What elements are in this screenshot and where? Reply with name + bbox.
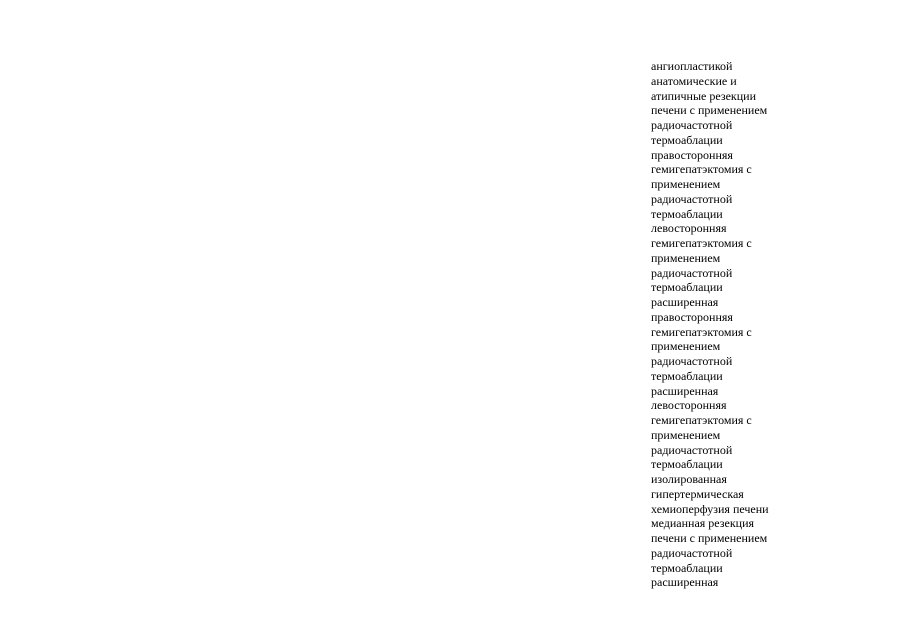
text-line: термоаблации <box>651 206 723 221</box>
text-line: печени с применением <box>651 531 768 545</box>
text-line: применением <box>651 339 721 354</box>
text-line: термоаблации <box>651 280 723 295</box>
text-line: ангиопластикой <box>651 59 733 73</box>
text-line: радиочастотной <box>651 442 733 457</box>
text-line: левосторонняя <box>651 398 727 413</box>
text-line: гемигепатэктомия с <box>651 236 752 250</box>
text-line: термоаблации <box>651 560 723 575</box>
text-line: медианная резекция <box>651 516 755 531</box>
text-line: радиочастотной <box>651 545 733 560</box>
text-line: гемигепатэктомия с <box>651 162 752 177</box>
text-line: расширенная <box>651 295 719 309</box>
text-line: правосторонняя <box>651 309 733 324</box>
text-line: применением <box>651 427 721 442</box>
text-line: гипертермическая <box>651 486 744 501</box>
text-line: гемигепатэктомия с <box>651 413 752 427</box>
text-line: левосторонняя <box>651 221 727 236</box>
text-line: термоаблации <box>651 457 723 472</box>
text-line: термоаблации <box>651 132 723 147</box>
text-line: термоаблации <box>651 368 723 383</box>
text-line: радиочастотной <box>651 265 733 280</box>
text-line: печени с применением <box>651 103 768 118</box>
text-line: атипичные резекции <box>651 88 757 103</box>
text-line: радиочастотной <box>651 191 733 206</box>
text-line: хемиоперфузия печени <box>651 501 769 516</box>
text-line: применением <box>651 250 721 265</box>
text-line: анатомические и <box>651 73 737 88</box>
text-column <box>651 59 891 590</box>
text-line: применением <box>651 177 721 191</box>
text-line: изолированная <box>651 472 727 486</box>
text-line: радиочастотной <box>651 118 733 132</box>
text-line: правосторонняя <box>651 147 733 162</box>
text-line: расширенная <box>651 575 719 590</box>
text-line: гемигепатэктомия с <box>651 324 752 339</box>
text-line: расширенная <box>651 383 719 398</box>
text-line: радиочастотной <box>651 354 733 368</box>
